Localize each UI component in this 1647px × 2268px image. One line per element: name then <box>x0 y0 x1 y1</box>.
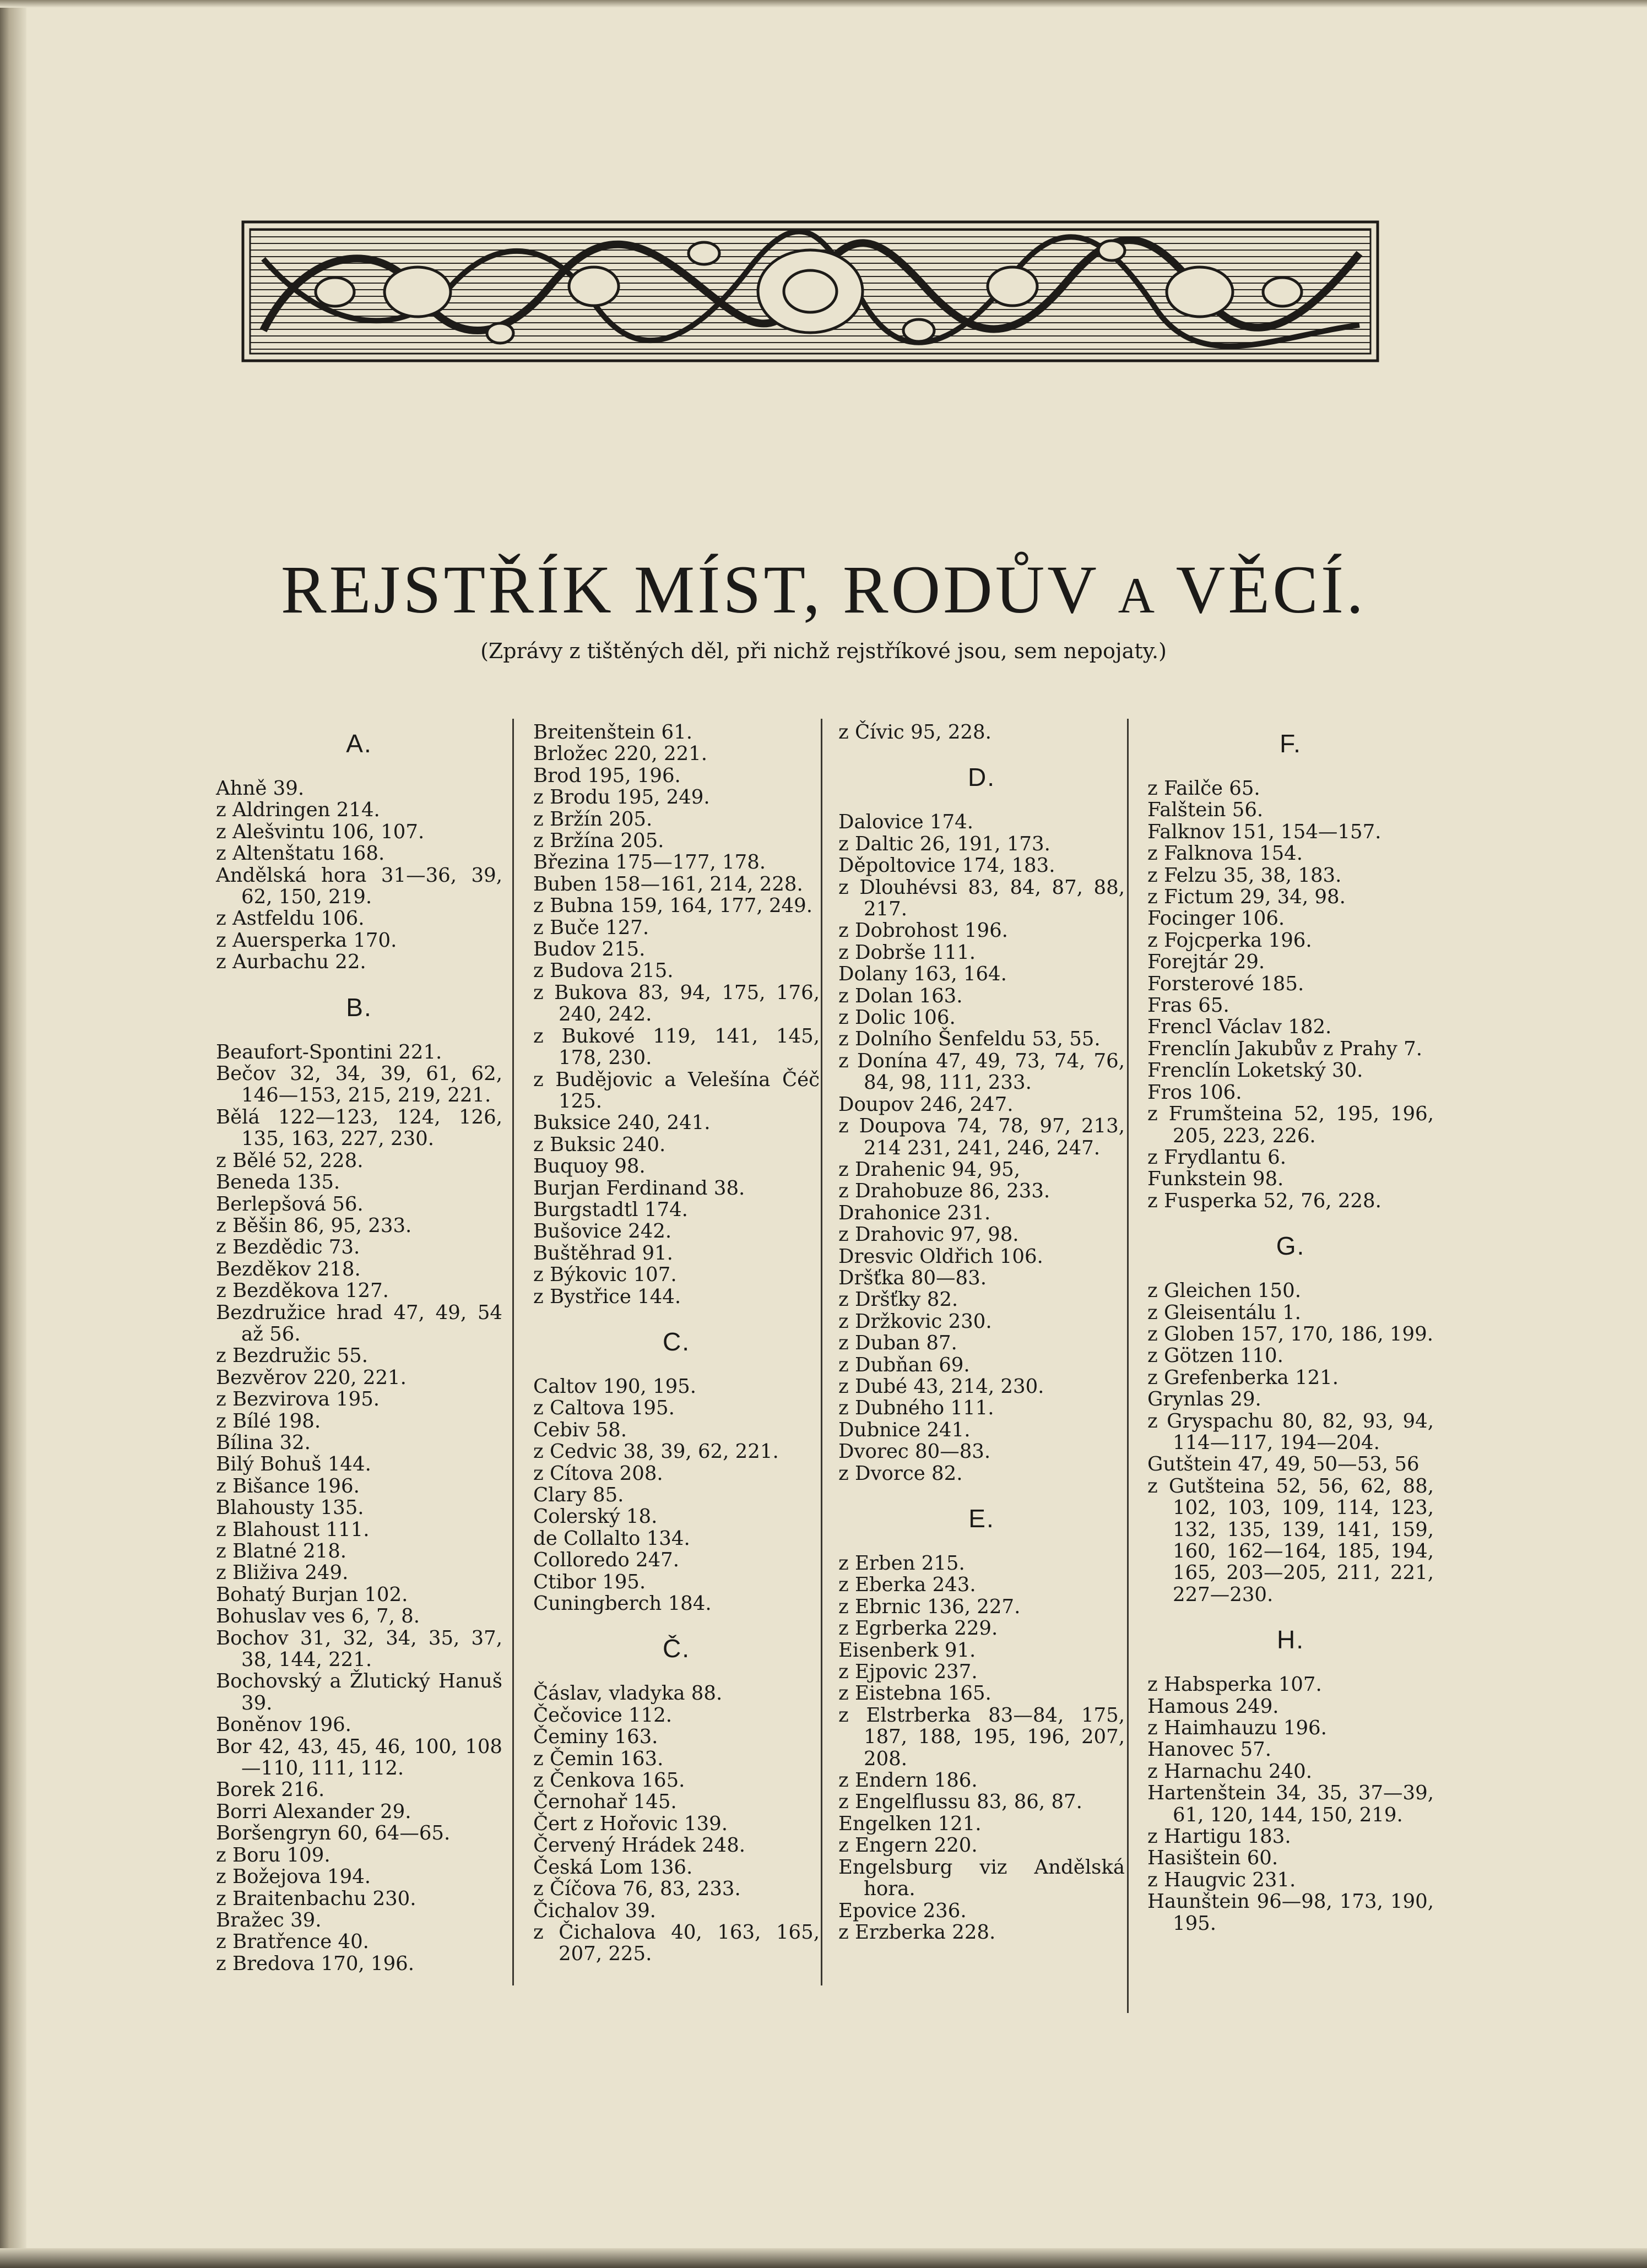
index-entry: Focinger 106. <box>1147 907 1285 930</box>
index-entry: Dubnice 241. <box>838 1418 971 1441</box>
index-entry: z Engern 220. <box>838 1834 978 1857</box>
index-entry: z Felzu 35, 38, 183. <box>1147 864 1342 887</box>
index-entry: z Engelflussu 83, 86, 87. <box>838 1790 1082 1814</box>
index-entry: Hamous 249. <box>1147 1695 1279 1718</box>
index-entry: z Držkovic 230. <box>838 1310 992 1333</box>
index-entry: Čečovice 112. <box>533 1703 673 1727</box>
index-entry: z Cedvic 38, 39, 62, 221. <box>533 1440 779 1463</box>
index-entry: z Brodu 195, 249. <box>533 786 710 809</box>
index-entry: Brložec 220, 221. <box>533 742 708 766</box>
index-column-1 <box>216 721 502 1974</box>
index-entry: Falštein 56. <box>1147 799 1264 822</box>
index-entry: z Dvorce 82. <box>838 1462 963 1485</box>
index-entry: Eisenberk 91. <box>838 1638 976 1662</box>
index-entry: Hasištein 60. <box>1147 1847 1278 1870</box>
index-entry: Forsterové 185. <box>1147 972 1304 995</box>
index-entry: z Hartigu 183. <box>1147 1825 1291 1848</box>
index-entry: z Haimhauzu 196. <box>1147 1717 1327 1740</box>
index-entry: z Frydlantu 6. <box>1147 1146 1287 1169</box>
index-entry: Beneda 135. <box>216 1171 340 1194</box>
index-entry: z Dobrohost 196. <box>838 919 1008 942</box>
index-entry: Forejtár 29. <box>1147 951 1265 974</box>
index-entry: Engelken 121. <box>838 1812 982 1835</box>
index-entry: Česká Lom 136. <box>533 1855 693 1879</box>
index-entry: Boněnov 196. <box>216 1713 351 1737</box>
index-entry: z Erzberka 228. <box>838 1920 996 1944</box>
index-entry: Fras 65. <box>1147 994 1229 1017</box>
index-entry: z Býkovic 107. <box>533 1263 677 1287</box>
index-entry: z Bliživa 249. <box>216 1561 349 1585</box>
index-column-2 <box>533 721 820 1965</box>
index-entry: z Běšin 86, 95, 233. <box>216 1214 412 1237</box>
title-conjunction: A <box>1118 567 1158 623</box>
index-entry: z Eberka 243. <box>838 1574 976 1597</box>
index-entry: z Dubé 43, 214, 230. <box>838 1375 1044 1398</box>
index-entry: Brod 195, 196. <box>533 764 681 787</box>
index-entry: Černohař 145. <box>533 1790 677 1814</box>
index-entry: Frencl Václav 182. <box>1147 1016 1332 1039</box>
index-entry: Bečov 32, 34, 39, 61, 62, 146—153, 215, 219, 221. <box>216 1062 502 1107</box>
title-main: REJSTŘÍK MÍST, RODŮV <box>280 552 1098 627</box>
index-entry: z Donína 47, 49, 73, 74, 76, 84, 98, 111, 233. <box>838 1049 1125 1094</box>
index-entry: Děpoltovice 174, 183. <box>838 854 1055 877</box>
index-entry: Buben 158—161, 214, 228. <box>533 872 803 896</box>
index-entry: z Dubňan 69. <box>838 1353 970 1376</box>
index-entry: Beaufort-Spontini 221. <box>216 1040 442 1064</box>
index-entry: z Bržín 205. <box>533 807 653 831</box>
index-entry: Berlepšová 56. <box>216 1192 364 1216</box>
index-entry: z Dršťky 82. <box>838 1288 958 1311</box>
index-entry: Bušovice 242. <box>533 1220 672 1243</box>
column-divider <box>512 719 514 1985</box>
index-entry: z Dolan 163. <box>838 984 963 1007</box>
page-title <box>0 551 1647 629</box>
index-entry: Buštěhrad 91. <box>533 1241 673 1265</box>
index-entry: Frenclín Loketský 30. <box>1147 1059 1363 1082</box>
index-entry: Buksice 240, 241. <box>533 1111 711 1135</box>
index-entry: z Buksic 240. <box>533 1133 666 1156</box>
index-entry: z Bílé 198. <box>216 1409 321 1433</box>
index-entry: z Bredova 170, 196. <box>216 1952 415 1975</box>
section-letter-heading: F. <box>1280 729 1302 758</box>
index-entry: z Bubna 159, 164, 177, 249. <box>533 894 813 918</box>
index-entry: z Buče 127. <box>533 916 649 939</box>
index-entry: Cuningberch 184. <box>533 1592 712 1615</box>
index-entry: z Altenštatu 168. <box>216 842 385 865</box>
index-entry: Červený Hrádek 248. <box>533 1834 746 1857</box>
index-entry: z Egrberka 229. <box>838 1617 998 1640</box>
index-entry: Clary 85. <box>533 1484 624 1506</box>
index-entry: z Gutšteina 52, 56, 62, 88, 102, 103, 109, 114, 123, 132, 135, 139, 141, 159, 160, 162—164, 185, 194, 165, 203—205, 211, 221, 227—230. <box>1147 1474 1434 1606</box>
index-entry: Budov 215. <box>533 938 646 961</box>
index-entry: Drahonice 231. <box>838 1201 991 1224</box>
index-entry: Buquoy 98. <box>533 1155 646 1178</box>
index-entry: Boršengryn 60, 64—65. <box>216 1822 451 1845</box>
index-entry: z Braitenbachu 230. <box>216 1887 416 1910</box>
index-entry: z Dolic 106. <box>838 1006 956 1029</box>
section-letter-heading: A. <box>346 729 372 758</box>
index-entry: Bělá 122—123, 124, 126, 135, 163, 227, 230. <box>216 1105 502 1151</box>
index-entry: z Falknova 154. <box>1147 842 1303 865</box>
index-entry: z Bezdružic 55. <box>216 1344 369 1368</box>
index-entry: Čeminy 163. <box>533 1726 658 1749</box>
index-entry: z Bezvirova 195. <box>216 1388 380 1411</box>
index-entry: z Doupova 74, 78, 97, 213, 214 231, 241, 246, 247. <box>838 1115 1125 1159</box>
index-entry: Bezvěrov 220, 221. <box>216 1366 407 1389</box>
index-entry: Fros 106. <box>1147 1081 1242 1104</box>
index-entry: z Elstrberka 83—84, 175, 187, 188, 195, 196, 207, 208. <box>838 1703 1125 1770</box>
index-entry: Falknov 151, 154—157. <box>1147 820 1381 843</box>
index-entry: z Cítova 208. <box>533 1462 663 1485</box>
index-entry: Burgstadtl 174. <box>533 1198 688 1221</box>
page-top-edge <box>0 0 1647 8</box>
index-entry: Ahně 39. <box>216 777 305 800</box>
index-entry: z Blahoust 111. <box>216 1518 370 1541</box>
index-entry: z Duban 87. <box>838 1332 957 1355</box>
index-entry: Hanovec 57. <box>1147 1738 1272 1761</box>
index-entry: z Gleichen 150. <box>1147 1279 1302 1303</box>
index-entry: z Failče 65. <box>1147 777 1260 800</box>
index-entry: Dolany 163, 164. <box>838 963 1007 986</box>
index-entry: z Endern 186. <box>838 1769 978 1792</box>
index-entry: z Erben 215. <box>838 1552 965 1575</box>
index-entry: Gutštein 47, 49, 50—53, 56 <box>1147 1453 1420 1476</box>
index-entry: Cebiv 58. <box>533 1418 627 1441</box>
column-divider <box>821 719 822 1985</box>
index-entry: z Daltic 26, 191, 173. <box>838 832 1050 855</box>
index-entry: Bilý Bohuš 144. <box>216 1453 371 1476</box>
index-entry: z Fusperka 52, 76, 228. <box>1147 1189 1381 1212</box>
index-entry: Dršťka 80—83. <box>838 1266 987 1289</box>
index-entry: z Bržína 205. <box>533 829 664 853</box>
index-entry: Březina 175—177, 178. <box>533 851 766 874</box>
index-entry: z Grefenberka 121. <box>1147 1366 1339 1389</box>
index-entry: z Gleisentálu 1. <box>1147 1301 1301 1324</box>
index-entry: Čáslav, vladyka 88. <box>533 1682 723 1705</box>
index-entry: z Aurbachu 22. <box>216 951 366 974</box>
section-letter-heading: B. <box>346 992 372 1022</box>
column-divider <box>1127 719 1129 2013</box>
index-entry: z Fictum 29, 34, 98. <box>1147 886 1346 909</box>
section-letter-heading: D. <box>968 763 995 792</box>
index-column-3 <box>838 721 1125 1943</box>
index-entry: z Auersperka 170. <box>216 929 397 952</box>
index-entry: Blahousty 135. <box>216 1496 364 1520</box>
page-bottom-edge <box>0 2248 1647 2268</box>
index-entry: z Aldringen 214. <box>216 799 380 822</box>
index-entry: Colerský 18. <box>533 1505 658 1528</box>
index-entry: Bohatý Burjan 102. <box>216 1583 408 1606</box>
index-entry: z Blatné 218. <box>216 1540 347 1562</box>
index-entry: Čert z Hořovic 139. <box>533 1812 728 1835</box>
index-entry: z Bystřice 144. <box>533 1285 681 1308</box>
index-entry: z Čenkova 165. <box>533 1769 685 1792</box>
index-entry: z Alešvintu 106, 107. <box>216 820 425 843</box>
index-entry: z Budova 215. <box>533 959 674 983</box>
index-entry: Bezdružice hrad 47, 49, 54 až 56. <box>216 1301 502 1345</box>
index-entry: z Čemin 163. <box>533 1747 664 1770</box>
index-entry: Funkstein 98. <box>1147 1168 1284 1191</box>
index-entry: z Gryspachu 80, 82, 93, 94, 114—117, 194—204. <box>1147 1409 1434 1454</box>
index-entry: Hartenštein 34, 35, 37—39, 61, 120, 144, 150, 219. <box>1147 1782 1434 1826</box>
index-entry: z Bezdědic 73. <box>216 1236 360 1259</box>
index-entry: z Čichalova 40, 163, 165, 207, 225. <box>533 1920 820 1966</box>
index-entry: z Číčova 76, 83, 233. <box>533 1878 741 1901</box>
page-subtitle: (Zprávy z tištěných děl, při nichž rejstříkové jsou, sem nepojaty.) <box>480 639 1167 663</box>
index-entry: z Dlouhévsi 83, 84, 87, 88, 217. <box>838 876 1125 921</box>
index-entry: Ctibor 195. <box>533 1570 646 1593</box>
index-entry: Čichalov 39. <box>533 1899 656 1922</box>
index-entry: z Dolního Šenfeldu 53, 55. <box>838 1028 1101 1051</box>
index-entry: z Globen 157, 170, 186, 199. <box>1147 1322 1433 1345</box>
index-entry: z Boru 109. <box>216 1843 331 1867</box>
index-entry: Borri Alexander 29. <box>216 1800 411 1823</box>
section-letter-heading: G. <box>1276 1231 1305 1261</box>
index-entry: z Bišance 196. <box>216 1474 360 1497</box>
index-entry: Burjan Ferdinand 38. <box>533 1176 745 1200</box>
index-entry: z Ejpovic 237. <box>838 1661 978 1684</box>
index-entry: Epovice 236. <box>838 1899 967 1922</box>
index-entry: Haunštein 96—98, 173, 190, 195. <box>1147 1890 1434 1935</box>
index-entry: z Drahobuze 86, 233. <box>838 1180 1050 1203</box>
index-entry: z Dubného 111. <box>838 1397 994 1420</box>
index-entry: Bochovský a Žlutický Hanuš 39. <box>216 1670 502 1714</box>
index-entry: Bochov 31, 32, 34, 35, 37, 38, 144, 221. <box>216 1626 502 1672</box>
index-entry: z Götzen 110. <box>1147 1344 1283 1368</box>
index-entry: Dalovice 174. <box>838 811 973 834</box>
index-entry: Colloredo 247. <box>533 1549 680 1572</box>
index-entry: Bílina 32. <box>216 1431 311 1454</box>
index-entry: z Bělé 52, 228. <box>216 1149 364 1172</box>
index-entry: z Fojcperka 196. <box>1147 929 1312 952</box>
index-entry: Borek 216. <box>216 1778 325 1802</box>
section-letter-heading: Č. <box>663 1634 690 1663</box>
index-entry: z Drahenic 94, 95, <box>838 1158 1021 1181</box>
index-entry: Grynlas 29. <box>1147 1388 1261 1411</box>
section-letter-heading: H. <box>1277 1625 1304 1654</box>
index-entry: z Dobrše 111. <box>838 941 976 964</box>
index-entry: Doupov 246, 247. <box>838 1093 1014 1116</box>
index-entry: z Astfeldu 106. <box>216 907 365 930</box>
index-entry: Andělská hora 31—36, 39, 62, 150, 219. <box>216 864 502 909</box>
index-entry: Bor 42, 43, 45, 46, 100, 108—110, 111, 112. <box>216 1735 502 1780</box>
index-entry: Bezděkov 218. <box>216 1257 361 1281</box>
index-entry: z Bukové 119, 141, 145, 178, 230. <box>533 1024 820 1070</box>
index-entry: z Budějovic a Velešína Čéč 125. <box>533 1068 820 1113</box>
index-entry: Bražec 39. <box>216 1908 322 1931</box>
index-column-4 <box>1147 721 1434 1934</box>
index-entry: z Habsperka 107. <box>1147 1673 1322 1696</box>
index-entry: z Caltova 195. <box>533 1397 675 1420</box>
decorative-header-ornament <box>241 220 1379 362</box>
index-entry: z Bukova 83, 94, 175, 176, 240, 242. <box>533 981 820 1026</box>
index-entry: z Drahovic 97, 98. <box>838 1223 1019 1246</box>
title-end: VĚCÍ. <box>1175 552 1367 627</box>
index-entry: Bohuslav ves 6, 7, 8. <box>216 1605 420 1628</box>
index-entry: z Čívic 95, 228. <box>838 721 992 744</box>
index-entry: Caltov 190, 195. <box>533 1375 697 1398</box>
index-entry: Engelsburg viz Andělská hora. <box>838 1855 1125 1901</box>
index-entry: Dvorec 80—83. <box>838 1440 991 1463</box>
index-entry: z Frumšteina 52, 195, 196, 205, 223, 226. <box>1147 1103 1434 1147</box>
section-letter-heading: C. <box>663 1327 690 1356</box>
index-entry: de Collalto 134. <box>533 1527 690 1550</box>
index-entry: Frenclín Jakubův z Prahy 7. <box>1147 1037 1422 1060</box>
index-entry: Breitenštein 61. <box>533 721 693 744</box>
index-entry: z Bratřence 40. <box>216 1930 369 1954</box>
section-letter-heading: E. <box>968 1504 995 1533</box>
index-entry: z Ebrnic 136, 227. <box>838 1595 1021 1618</box>
index-entry: z Eistebna 165. <box>838 1682 992 1705</box>
page-edge-shadow <box>0 0 26 2268</box>
index-entry: z Bezděkova 127. <box>216 1279 389 1303</box>
index-entry: z Harnachu 240. <box>1147 1760 1313 1783</box>
index-entry: Dresvic Oldřich 106. <box>838 1245 1043 1268</box>
index-entry: z Božejova 194. <box>216 1865 371 1889</box>
index-entry: z Haugvic 231. <box>1147 1868 1296 1891</box>
